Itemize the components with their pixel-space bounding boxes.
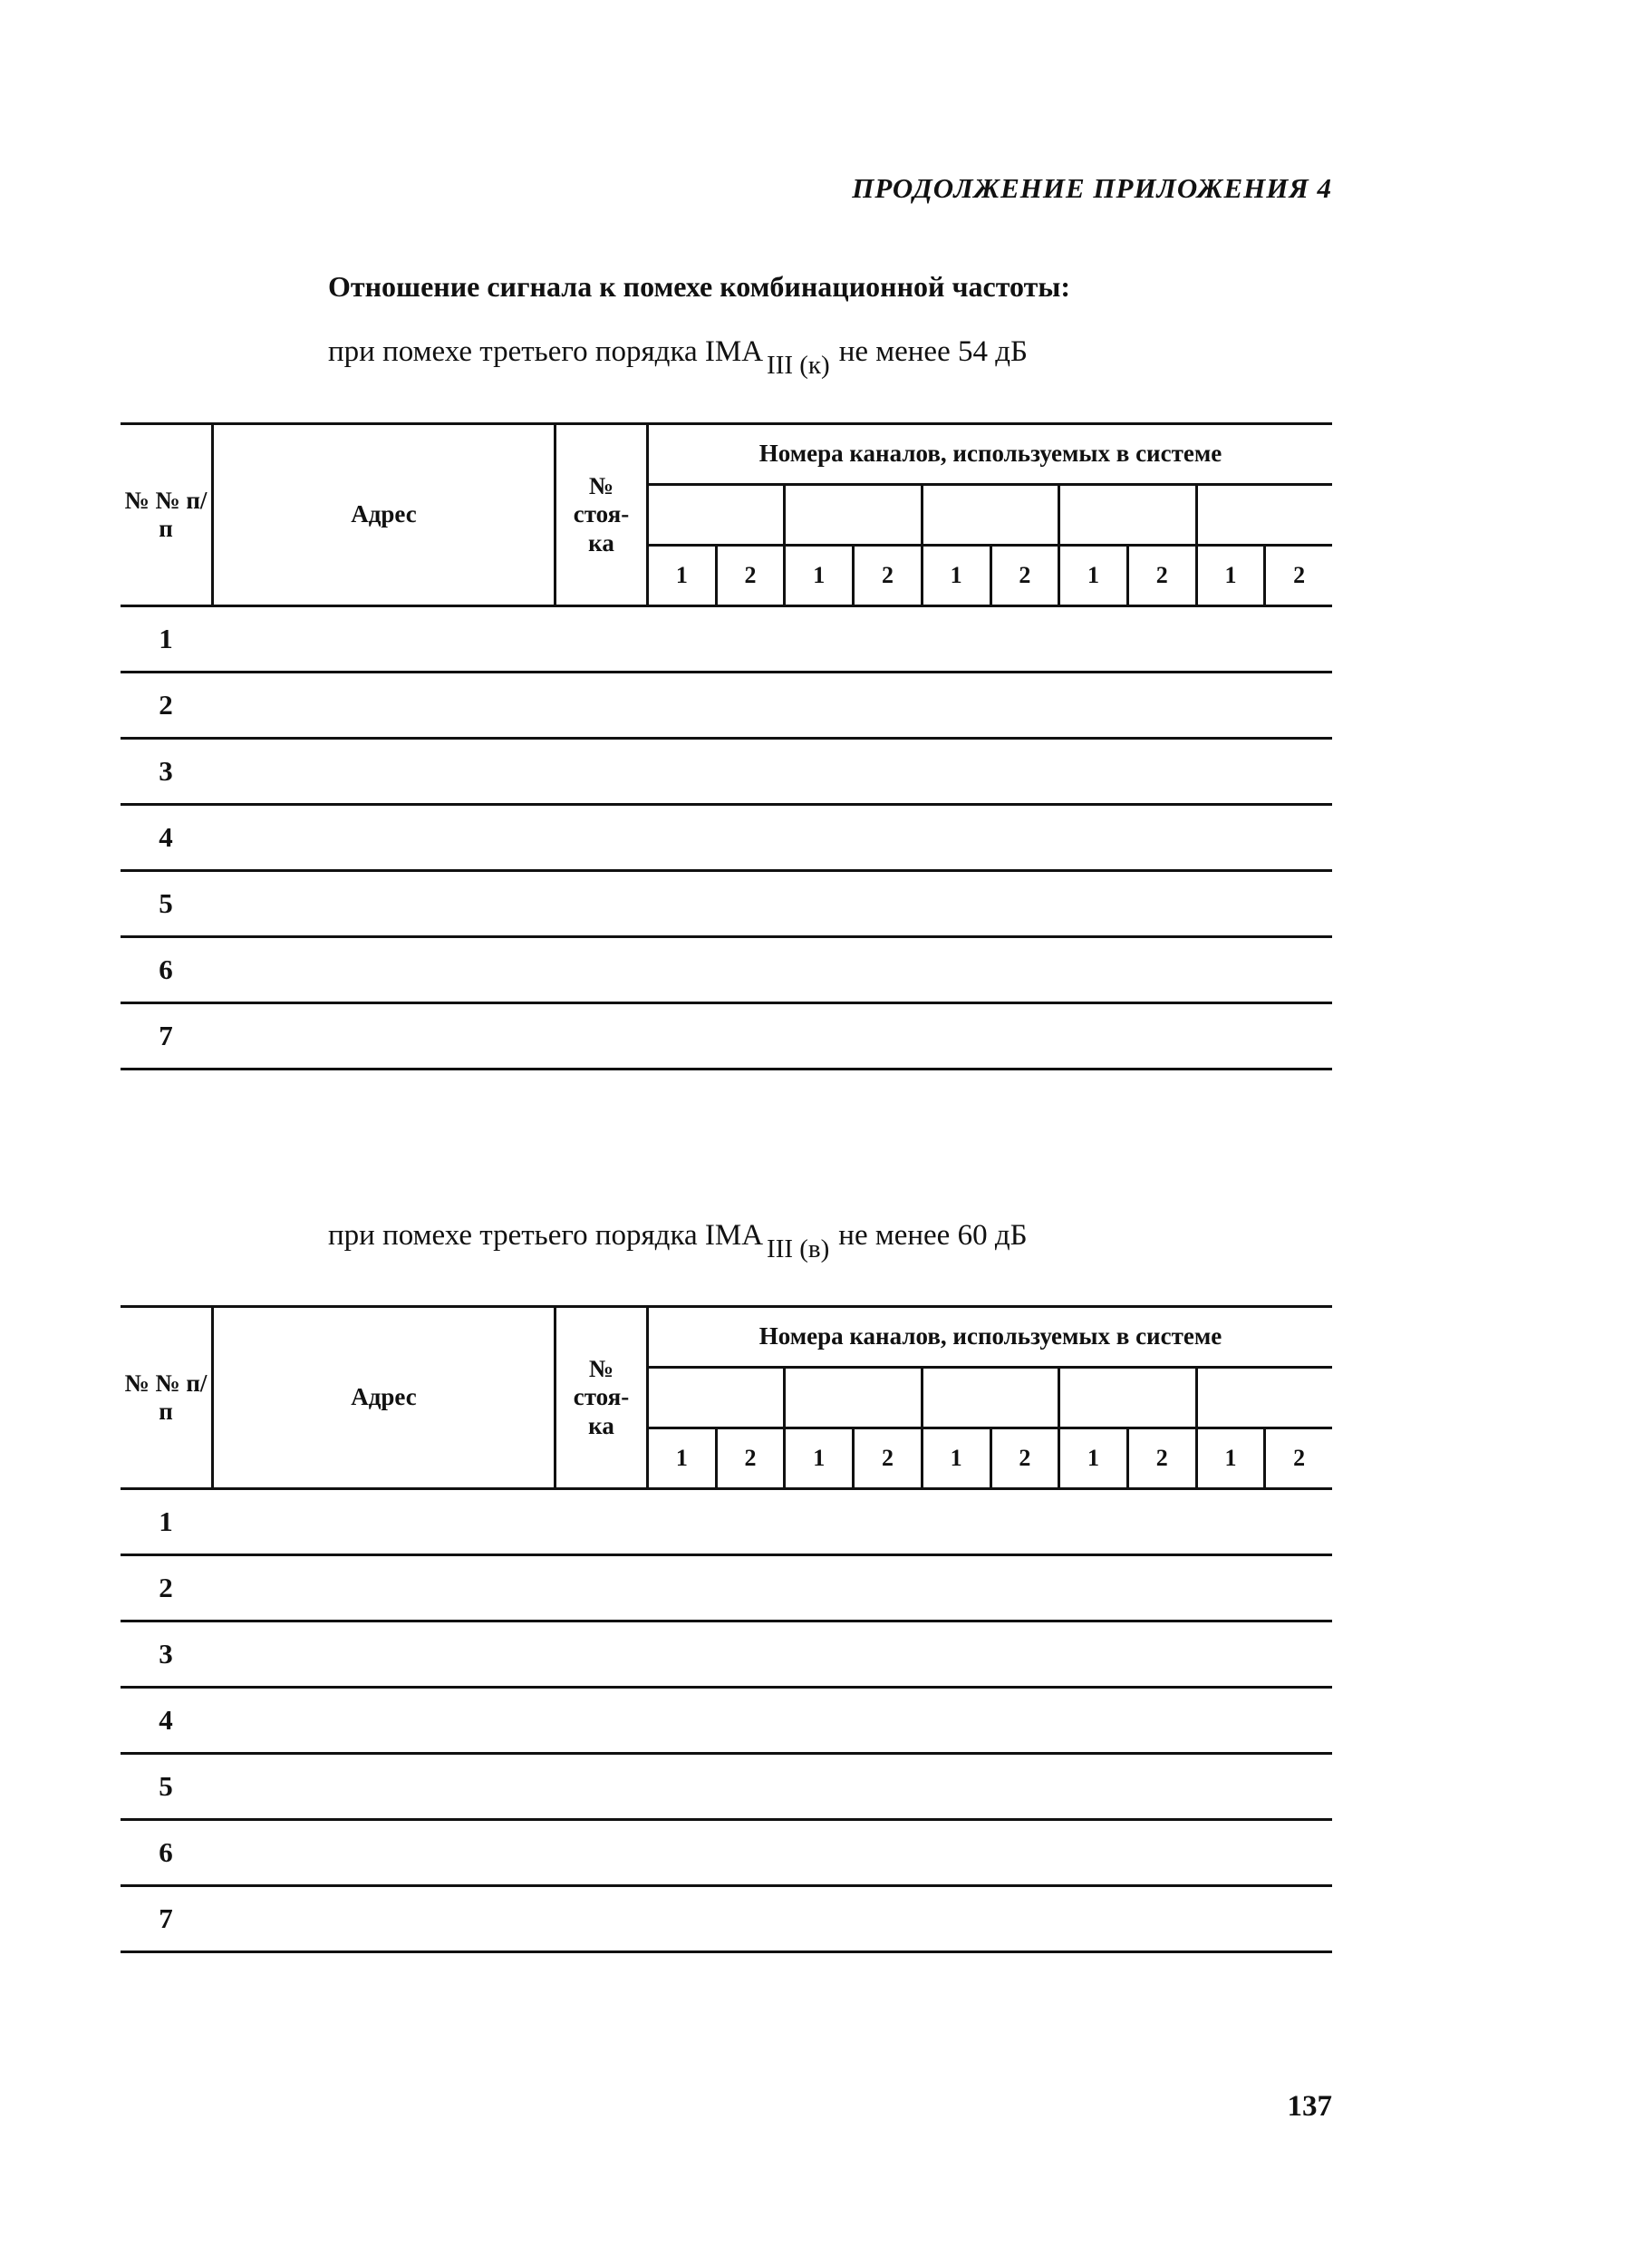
row-number: 3 xyxy=(159,1638,173,1670)
channel-subcolumn-number: 2 xyxy=(1155,562,1168,588)
table-row xyxy=(121,607,1332,673)
channel-subcolumn-number: 1 xyxy=(1224,562,1237,588)
row-number: 6 xyxy=(159,1836,173,1868)
table-row xyxy=(121,1755,1332,1821)
header-num-col: № № п/п xyxy=(124,1369,208,1425)
channel-subcolumn-number: 2 xyxy=(1019,1445,1031,1471)
table-row xyxy=(121,1556,1332,1622)
table-row xyxy=(121,938,1332,1004)
measurement-table-1 xyxy=(121,422,1332,1070)
table-row xyxy=(121,806,1332,872)
channel-subcolumn-number: 1 xyxy=(950,1445,962,1471)
header-address-col: Адрес xyxy=(351,500,417,528)
channel-subcolumn-number: 1 xyxy=(675,562,688,588)
row-number: 1 xyxy=(159,1505,173,1537)
row-number: 4 xyxy=(159,821,173,853)
header-rack-col: № стоя- ка xyxy=(573,1355,630,1439)
channel-subcolumn-number: 2 xyxy=(1293,1445,1306,1471)
channel-subcolumn-number: 1 xyxy=(1224,1445,1237,1471)
condition-suffix: не менее 54 дБ xyxy=(838,335,1028,368)
channel-subcolumn-number: 1 xyxy=(1087,1445,1100,1471)
row-number: 7 xyxy=(159,1020,173,1051)
table-row xyxy=(121,1490,1332,1556)
condition-prefix: при помехе третьего порядка IMA xyxy=(328,335,764,368)
running-header: ПРОДОЛЖЕНИЕ ПРИЛОЖЕНИЯ 4 xyxy=(852,172,1332,204)
table-header xyxy=(121,422,1332,607)
header-rack-col: № стоя- ка xyxy=(573,472,630,557)
header-address-col: Адрес xyxy=(351,1383,417,1411)
section-title: Отношение сигнала к помехе комбинационной частоты: xyxy=(328,270,1070,303)
row-number: 1 xyxy=(159,623,173,654)
channel-subcolumn-number: 2 xyxy=(744,562,757,588)
row-number: 5 xyxy=(159,887,173,919)
channel-subcolumn-number: 2 xyxy=(1019,562,1031,588)
row-number: 6 xyxy=(159,953,173,985)
channel-subcolumn-number: 1 xyxy=(675,1445,688,1471)
channel-subcolumn-number: 2 xyxy=(881,1445,894,1471)
table-body xyxy=(121,1490,1332,1953)
channel-subcolumn-number: 1 xyxy=(950,562,962,588)
table-header xyxy=(121,1305,1332,1490)
table-row xyxy=(121,673,1332,740)
condition-line-1 xyxy=(328,335,1028,380)
condition-line-2 xyxy=(328,1219,1028,1263)
header-channels-col: Номера каналов, используемых в системе xyxy=(758,440,1222,468)
header-num-col: № № п/п xyxy=(124,486,208,542)
channel-subcolumn-number: 2 xyxy=(1293,562,1306,588)
table-row xyxy=(121,1689,1332,1755)
channel-subcolumn-number: 2 xyxy=(881,562,894,588)
row-number: 7 xyxy=(159,1902,173,1934)
row-number: 2 xyxy=(159,689,173,721)
row-number: 4 xyxy=(159,1704,173,1736)
page-number: 137 xyxy=(1287,2090,1332,2123)
channel-subcolumn-number: 2 xyxy=(744,1445,757,1471)
condition-subscript: III (к) xyxy=(767,351,830,380)
table-row xyxy=(121,1622,1332,1689)
table-row xyxy=(121,1004,1332,1070)
table-row xyxy=(121,872,1332,938)
measurement-table-2 xyxy=(121,1305,1332,1953)
condition-subscript: III (в) xyxy=(767,1234,830,1263)
channel-subcolumn-number: 1 xyxy=(813,562,826,588)
row-number: 2 xyxy=(159,1572,173,1603)
condition-prefix: при помехе третьего порядка IMA xyxy=(328,1219,764,1252)
condition-suffix: не менее 60 дБ xyxy=(838,1219,1028,1252)
table-row xyxy=(121,1821,1332,1887)
table-row xyxy=(121,1887,1332,1953)
channel-subcolumn-number: 1 xyxy=(1087,562,1100,588)
header-channels-col: Номера каналов, используемых в системе xyxy=(758,1322,1222,1350)
table-body xyxy=(121,607,1332,1070)
row-number: 3 xyxy=(159,755,173,787)
channel-subcolumn-number: 2 xyxy=(1155,1445,1168,1471)
channel-subcolumn-number: 1 xyxy=(813,1445,826,1471)
row-number: 5 xyxy=(159,1770,173,1802)
table-row xyxy=(121,740,1332,806)
